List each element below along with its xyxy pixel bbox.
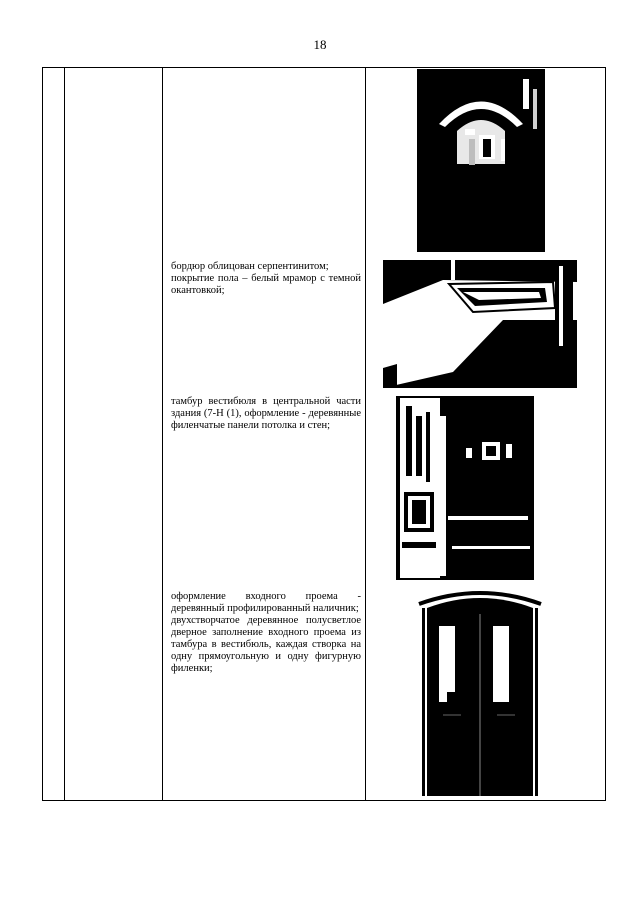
description-line: покрытие пола – белый мрамор с темной окантовкой; (171, 273, 361, 296)
description-entry (171, 261, 361, 297)
description-line: оформление входного проема - деревянный профилированный наличник; (171, 591, 361, 614)
description-entry (171, 396, 361, 432)
paneled-vestibule-photo (396, 396, 534, 580)
double-door-photo (413, 584, 547, 796)
column-divider (64, 68, 65, 800)
description-line: бордюр облицован серпентинитом; (171, 261, 329, 272)
description-entry (171, 591, 361, 675)
column-divider (162, 68, 163, 800)
description-line: тамбур вестибюля в центральной части здания (7-Н (1), оформление - деревянные филенчатые панели потолка и стен; (171, 396, 361, 431)
column-divider (365, 68, 366, 800)
vaulted-corridor-photo (417, 69, 545, 252)
description-line: двухстворчатое деревянное полусветлое дверное заполнение входного проема из тамбура в вестибюль, каждая створка на одну прямоугольную и одну фигурную филенки; (171, 615, 361, 674)
marble-floor-photo (383, 260, 577, 388)
monument-description-table (42, 67, 606, 801)
page-number: 18 (313, 37, 327, 52)
